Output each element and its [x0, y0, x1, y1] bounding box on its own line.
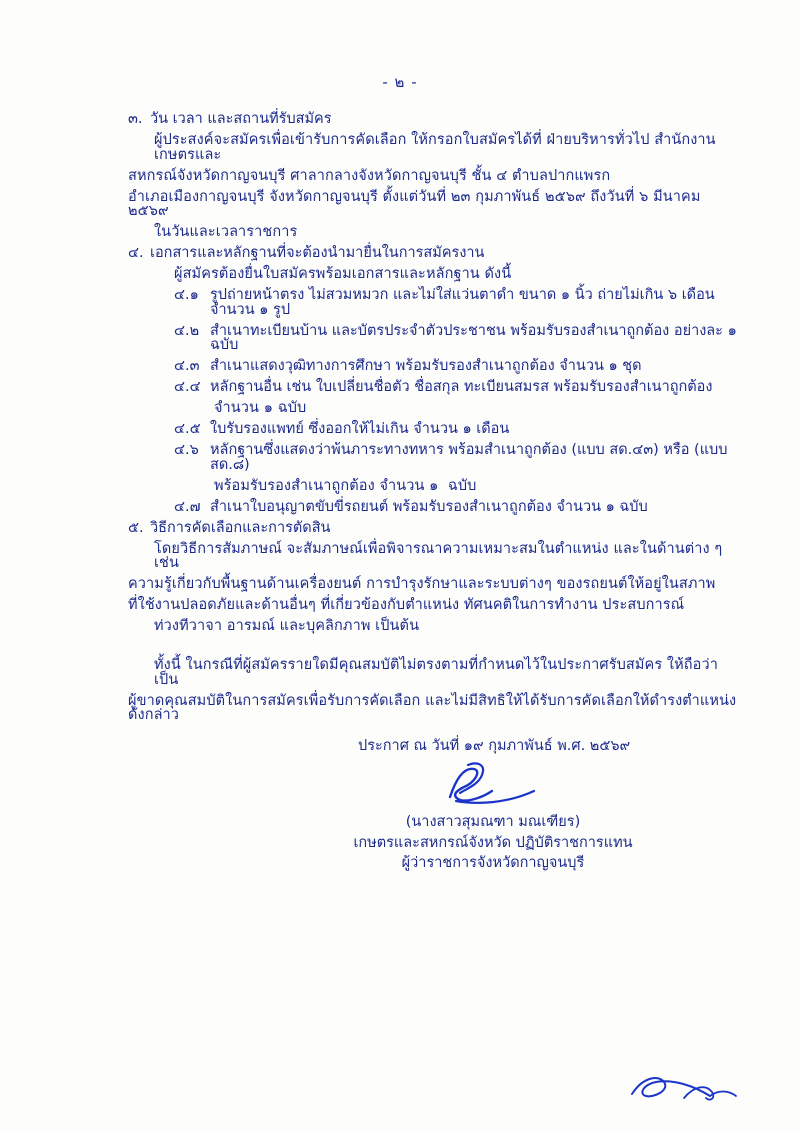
list-item — [128, 288, 738, 317]
document-body — [128, 112, 738, 871]
sub-item-text-continued: จำนวน ๑ ฉบับ — [214, 400, 307, 416]
closing-line-2: ผู้ขาดคุณสมบัติในการสมัครเพื่อรับการคัดเลือก และไม่มีสิทธิให้ได้รับการคัดเลือกให้ดำรงตำแหน่งดังกล่าว — [128, 692, 737, 723]
section-3-number: ๓. — [128, 111, 143, 127]
section-5-line-2: ความรู้เกี่ยวกับพื้นฐานด้านเครื่องยนต์ การบำรุงรักษาและระบบต่างๆ ของรถยนต์ให้อยู่ในสภาพ — [128, 576, 716, 592]
section-3-title: วัน เวลา และสถานที่รับสมัคร — [150, 111, 332, 127]
signature-mark — [408, 757, 578, 813]
announced-date: ประกาศ ณ วันที่ ๑๙ กุมภาพันธ์ พ.ศ. ๒๕๖๙ — [358, 737, 631, 754]
section-3-line-1: ผู้ประสงค์จะสมัครเพื่อเข้ารับการคัดเลือก ให้กรอกใบสมัครได้ที่ ฝ่ายบริหารทั่วไป สำนักงานเกษตรและ — [154, 132, 716, 163]
section-4-line-1: ผู้สมัครต้องยื่นใบสมัครพร้อมเอกสารและหลักฐาน ดังนี้ — [174, 266, 512, 282]
closing-paragraph — [128, 658, 738, 723]
section-4-number: ๔. — [128, 245, 144, 261]
closing-line-1: ทั้งนี้ ในกรณีที่ผู้สมัครรายใดมีคุณสมบัติไม่ตรงตามที่กำหนดไว้ในประกาศรับสมัคร ให้ถือว่าเป็น — [154, 657, 718, 688]
signer-role-line-2: ผู้ว่าราชการจังหวัดกาญจนบุรี — [401, 855, 585, 871]
signer-role-line-1: เกษตรและสหกรณ์จังหวัด ปฏิบัติราชการแทน — [353, 834, 633, 851]
section-5-line-3: ที่ใช้งานปลอดภัยและด้านอื่นๆ ที่เกี่ยวข้องกับตำแหน่ง ทัศนคติในการทำงาน ประสบการณ์ — [128, 597, 685, 613]
section-5 — [128, 521, 738, 634]
section-3-line-3: อำเภอเมืองกาญจนบุรี จังหวัดกาญจนบุรี ตั้งแต่วันที่ ๒๓ กุมภาพันธ์ ๒๕๖๙ ถึงวันที่ ๖ มีนาคม ๒๕๖๙ — [128, 188, 706, 219]
section-5-title: วิธีการคัดเลือกและการตัดสิน — [150, 519, 331, 536]
sub-item-number: ๔.๔ — [174, 379, 201, 395]
sub-item-text: หลักฐานซึ่งแสดงว่าพ้นภาระทางทหาร พร้อมสำเนาถูกต้อง (แบบ สด.๔๓) หรือ (แบบ สด.๘) — [210, 442, 728, 473]
section-4 — [128, 246, 738, 514]
signature-block — [128, 757, 738, 871]
page-number: - ๒ - — [382, 73, 418, 91]
sub-item-text: รูปถ่ายหน้าตรง ไม่สวมหมวก และไม่ใส่แว่นตาดำ ขนาด ๑ นิ้ว ถ่ายไม่เกิน ๖ เดือน จำนวน ๑ รูป — [210, 287, 715, 318]
section-5-heading — [128, 521, 738, 536]
section-3 — [128, 112, 738, 240]
sub-item-text: สำเนาใบอนุญาตขับขี่รถยนต์ พร้อมรับรองสำเนาถูกต้อง จำนวน ๑ ฉบับ — [210, 498, 648, 515]
sub-item-text: ใบรับรองแพทย์ ซึ่งออกให้ไม่เกิน จำนวน ๑ เดือน — [210, 421, 510, 437]
section-5-line-1: โดยวิธีการสัมภาษณ์ จะสัมภาษณ์เพื่อพิจารณาความเหมาะสมในตำแหน่ง และในด้านต่าง ๆ เช่น — [154, 540, 727, 571]
list-item — [128, 380, 738, 395]
sub-item-number: ๔.๑ — [174, 287, 199, 303]
sub-item-number: ๔.๒ — [174, 322, 200, 339]
sub-item-number: ๔.๕ — [174, 421, 201, 437]
list-item — [128, 422, 738, 437]
list-item — [128, 324, 738, 353]
section-3-line-4: ในวันและเวลาราชการ — [154, 224, 298, 240]
initial-signature-mark — [624, 1068, 744, 1112]
section-3-line-2: สหกรณ์จังหวัดกาญจนบุรี ศาลากลางจังหวัดกาญจนบุรี ชั้น ๔ ตำบลปากแพรก — [128, 167, 611, 184]
list-item — [128, 359, 738, 374]
list-item — [128, 500, 738, 515]
list-item — [128, 443, 738, 472]
sub-item-number: ๔.๗ — [174, 498, 201, 515]
sub-item-number: ๔.๓ — [174, 358, 200, 374]
spacer — [128, 640, 738, 658]
sub-item-text: สำเนาแสดงวุฒิทางการศึกษา พร้อมรับรองสำเนาถูกต้อง จำนวน ๑ ชุด — [210, 358, 642, 374]
section-3-heading — [128, 112, 738, 127]
sub-item-text: หลักฐานอื่น เช่น ใบเปลี่ยนชื่อตัว ชื่อสกุล ทะเบียนสมรส พร้อมรับรองสำเนาถูกต้อง — [210, 379, 713, 395]
signer-name: (นางสาวสุมณฑา มณเฑียร) — [405, 814, 581, 830]
section-5-number: ๕. — [128, 519, 144, 536]
sub-item-text-continued: พร้อมรับรองสำเนาถูกต้อง จำนวน ๑ ฉบับ — [214, 477, 477, 494]
sub-item-text: สำเนาทะเบียนบ้าน และบัตรประจำตัวประชาชน พร้อมรับรองสำเนาถูกต้อง อย่างละ ๑ ฉบับ — [210, 322, 737, 353]
section-5-line-4: ท่วงทีวาจา อารมณ์ และบุคลิกภาพ เป็นต้น — [154, 618, 420, 634]
sub-item-number: ๔.๖ — [174, 442, 199, 458]
section-4-heading — [128, 246, 738, 261]
section-4-title: เอกสารและหลักฐานที่จะต้องนำมายื่นในการสมัครงาน — [150, 245, 485, 261]
